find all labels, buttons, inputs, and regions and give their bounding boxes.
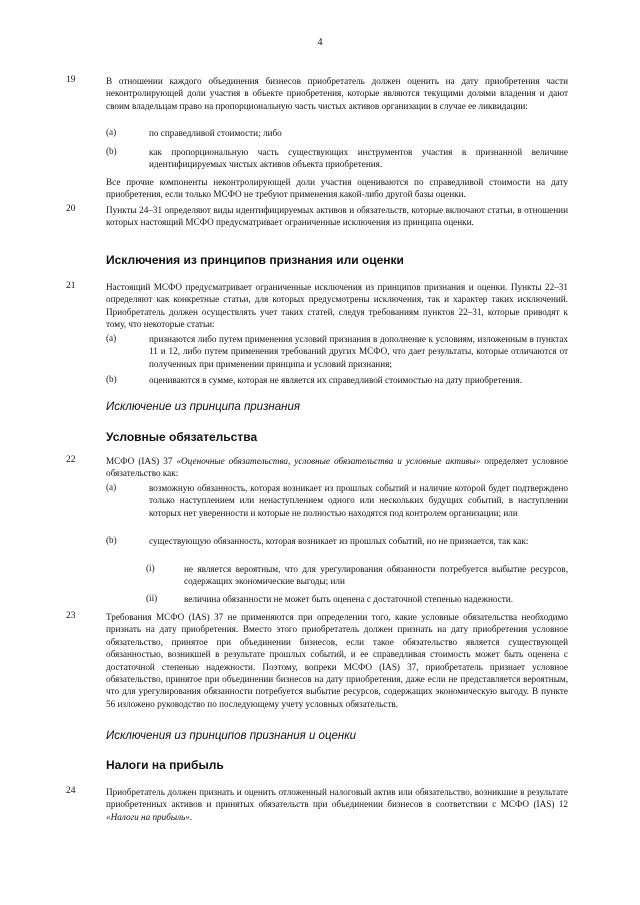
item-label: (a) xyxy=(106,127,117,137)
standard-title: «Оценочные обязательства, условные обязательства и условные активы» xyxy=(176,456,481,466)
text-run: определяет условное обязательство как: xyxy=(106,456,568,479)
paragraph-tail: Все прочие компоненты неконтролирующей доли участия оцениваются по справедливой стоимости на дату приобретения, если только МСФО не требуют применения какой-либо другой базы оценки. xyxy=(106,177,568,200)
item-label: (b) xyxy=(106,146,117,156)
item-label: (ii) xyxy=(146,593,158,603)
item-label: (i) xyxy=(146,563,155,573)
item-label: (b) xyxy=(106,374,117,384)
paragraph-text xyxy=(106,786,568,823)
item-label: (b) xyxy=(106,535,117,545)
paragraph-text: Пункты 24–31 определяют виды идентифицируемых активов и обязательств, которые включают статьи, в отношении которых настоящий МСФО предусматривает ограниченные исключения из принципа оценки. xyxy=(106,205,568,228)
subsection-heading: Исключение из принципа признания xyxy=(106,401,301,413)
item-label: (a) xyxy=(106,333,117,343)
paragraph-number: 22 xyxy=(66,455,76,465)
paragraph-text: Настоящий МСФО предусматривает ограниченные исключения из принципов признания и оценки. Пункты 22–31 определяют как конкретные статьи, для которых предусмотрены исключения, так и характер таких исключений. Приобретатель должен осуществлять учет таких статей, следуя требованиям пунктов 22–31, которые приводят к тому, что некоторые статьи: xyxy=(106,282,568,330)
paragraph-number: 19 xyxy=(66,75,76,85)
item-text: по справедливой стоимости; либо xyxy=(149,128,282,138)
item-label: (a) xyxy=(106,482,117,492)
text-run: Приобретатель должен признать и оценить отложенный налоговый актив или обязательство, возникшие в результате приобретенных активов и принятых обязательств при объединении бизнесов в соответствии с МСФО (IAS) 12 xyxy=(106,787,568,810)
paragraph-number: 21 xyxy=(66,281,76,291)
item-text: не является вероятным, что для урегулирования обязанности потребуется выбытие ресурсов, содержащих экономические выгоды; или xyxy=(184,564,568,587)
section-heading: Налоги на прибыль xyxy=(106,758,224,772)
text-run: МСФО (IAS) 37 xyxy=(106,456,177,466)
item-text: величина обязанности не может быть оценена с достаточной степенью надежности. xyxy=(184,594,514,604)
paragraph-text: В отношении каждого объединения бизнесов приобретатель должен оценить на дату приобретения части неконтролирующей доли участия в объекте приобретения, которые являются текущими долями владения и дают своим владельцам право на пропорциональную часть чистых активов организации в случае ее ликвидации: xyxy=(106,76,568,111)
paragraph-text: Требования МСФО (IAS) 37 не применяются при определении того, какие условные обязательства необходимо признать на дату приобретения. Вместо этого приобретатель должен признать на дату приобретения условное обязательство, принятое при объединении бизнесов, если такое обязательство является существующей обязанностью, возникшей в результате прошлых событий, и ее справедливая стоимость может быть оценена с достаточной степенью надежности. Поэтому, вопреки МСФО (IAS) 37, приобретатель признает условное обязательство, принятое при объединении бизнесов на дату приобретения, даже если не представляется вероятным, что для урегулирования обязанности потребуется выбытие ресурсов, содержащих экономическую выгоду. В пункте 56 изложено руководство по последующему учету условных обязательств. xyxy=(106,612,568,709)
item-text: как пропорциональную часть существующих инструментов участия в признанной величине идентифицируемых чистых активов объекта приобретения. xyxy=(149,147,568,170)
paragraph-number: 24 xyxy=(66,786,76,796)
paragraph-text xyxy=(106,455,568,480)
section-heading: Условные обязательства xyxy=(106,430,258,444)
item-text: признаются либо путем применения условий признания в дополнение к условиям, изложенным в пунктах 11 и 12, либо путем применения требований других МСФО, что дает результаты, которые отличаются от полученных при применении принципа и условий признания; xyxy=(149,334,568,369)
paragraph-number: 20 xyxy=(66,204,76,214)
standard-title: «Налоги на прибыль» xyxy=(106,811,190,822)
paragraph-number: 23 xyxy=(66,611,76,621)
page-number: 4 xyxy=(317,37,323,48)
item-text: существующую обязанность, которая возникает из прошлых событий, но не признается, так как: xyxy=(149,536,529,546)
text-run: . xyxy=(189,811,193,822)
subsection-heading: Исключения из принципов признания и оценки xyxy=(106,730,357,742)
item-text: возможную обязанность, которая возникает из прошлых событий и наличие которой будет подтверждено только наступлением или ненаступлением одного или нескольких будущих событий, в наступлении которых нет уверенности и которые не полностью находятся под контролем организации; или xyxy=(149,483,568,518)
item-text: оцениваются в сумме, которая не является их справедливой стоимостью на дату приобретения. xyxy=(149,375,522,385)
section-heading: Исключения из принципов признания или оценки xyxy=(106,253,404,267)
